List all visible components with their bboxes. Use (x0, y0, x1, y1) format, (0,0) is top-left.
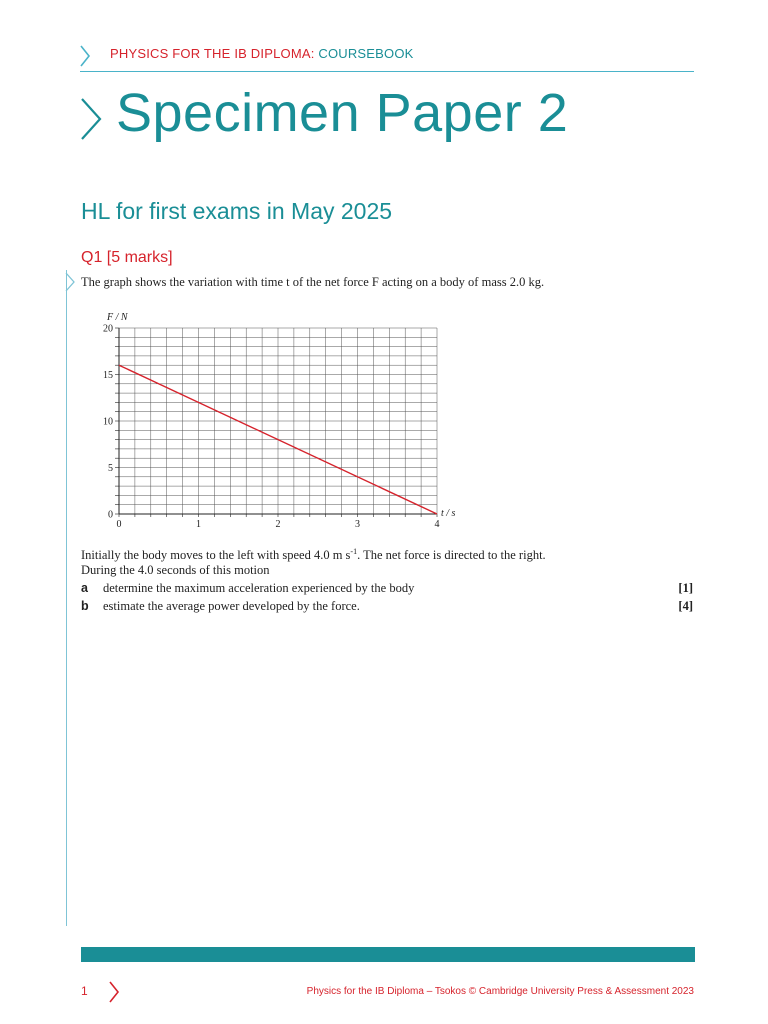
x-tick-label: 3 (355, 519, 360, 530)
book-header (110, 46, 414, 61)
force-time-graph (95, 304, 465, 530)
chevron-right-icon (64, 272, 76, 292)
y-tick-label: 10 (103, 416, 113, 428)
header-divider (80, 71, 694, 72)
side-rule (66, 270, 67, 926)
y-tick-label: 20 (103, 323, 113, 335)
x-tick-label: 2 (275, 519, 281, 530)
x-tick-label: 0 (116, 519, 122, 530)
question-body (81, 544, 546, 578)
footer-credit: Physics for the IB Diploma – Tsokos © Cambridge University Press & Assessment 2023 (306, 986, 694, 997)
y-axis-label: F / N (107, 312, 128, 323)
part-b-text: estimate the average power developed by the force. (103, 599, 360, 613)
book-type: COURSEBOOK (318, 46, 414, 61)
x-tick-label: 1 (196, 519, 201, 530)
x-axis-label: t / s (441, 508, 456, 519)
y-tick-label: 0 (108, 509, 113, 521)
page-title: Specimen Paper 2 (116, 83, 569, 143)
y-tick-label: 15 (103, 370, 113, 381)
chevron-right-icon (78, 44, 92, 68)
part-b-label: b (81, 599, 89, 613)
page-number: 1 (81, 984, 88, 998)
part-b-marks: [4] (678, 599, 693, 613)
x-tick-label: 4 (434, 519, 440, 530)
question-intro: The graph shows the variation with time t of the net force F acting on a body of mass 2.0 kg. (81, 275, 545, 289)
part-a-label: a (81, 581, 88, 595)
chevron-right-icon (106, 980, 122, 1004)
chevron-right-icon (78, 96, 106, 142)
y-tick-label: 5 (108, 463, 113, 474)
part-a-text: determine the maximum acceleration experienced by the body (103, 581, 415, 595)
question-line-2: During the 4.0 seconds of this motion (81, 563, 270, 578)
part-a-marks: [1] (678, 581, 693, 595)
book-title: PHYSICS FOR THE IB DIPLOMA: (110, 46, 315, 61)
question-heading: Q1 [5 marks] (81, 249, 173, 266)
footer-bar (81, 947, 695, 962)
question-line-1: Initially the body moves to the left with speed 4.0 m $s^{-1}$. The net force is directed to the right. (81, 547, 546, 563)
page-subtitle: HL for first exams in May 2025 (81, 198, 393, 224)
